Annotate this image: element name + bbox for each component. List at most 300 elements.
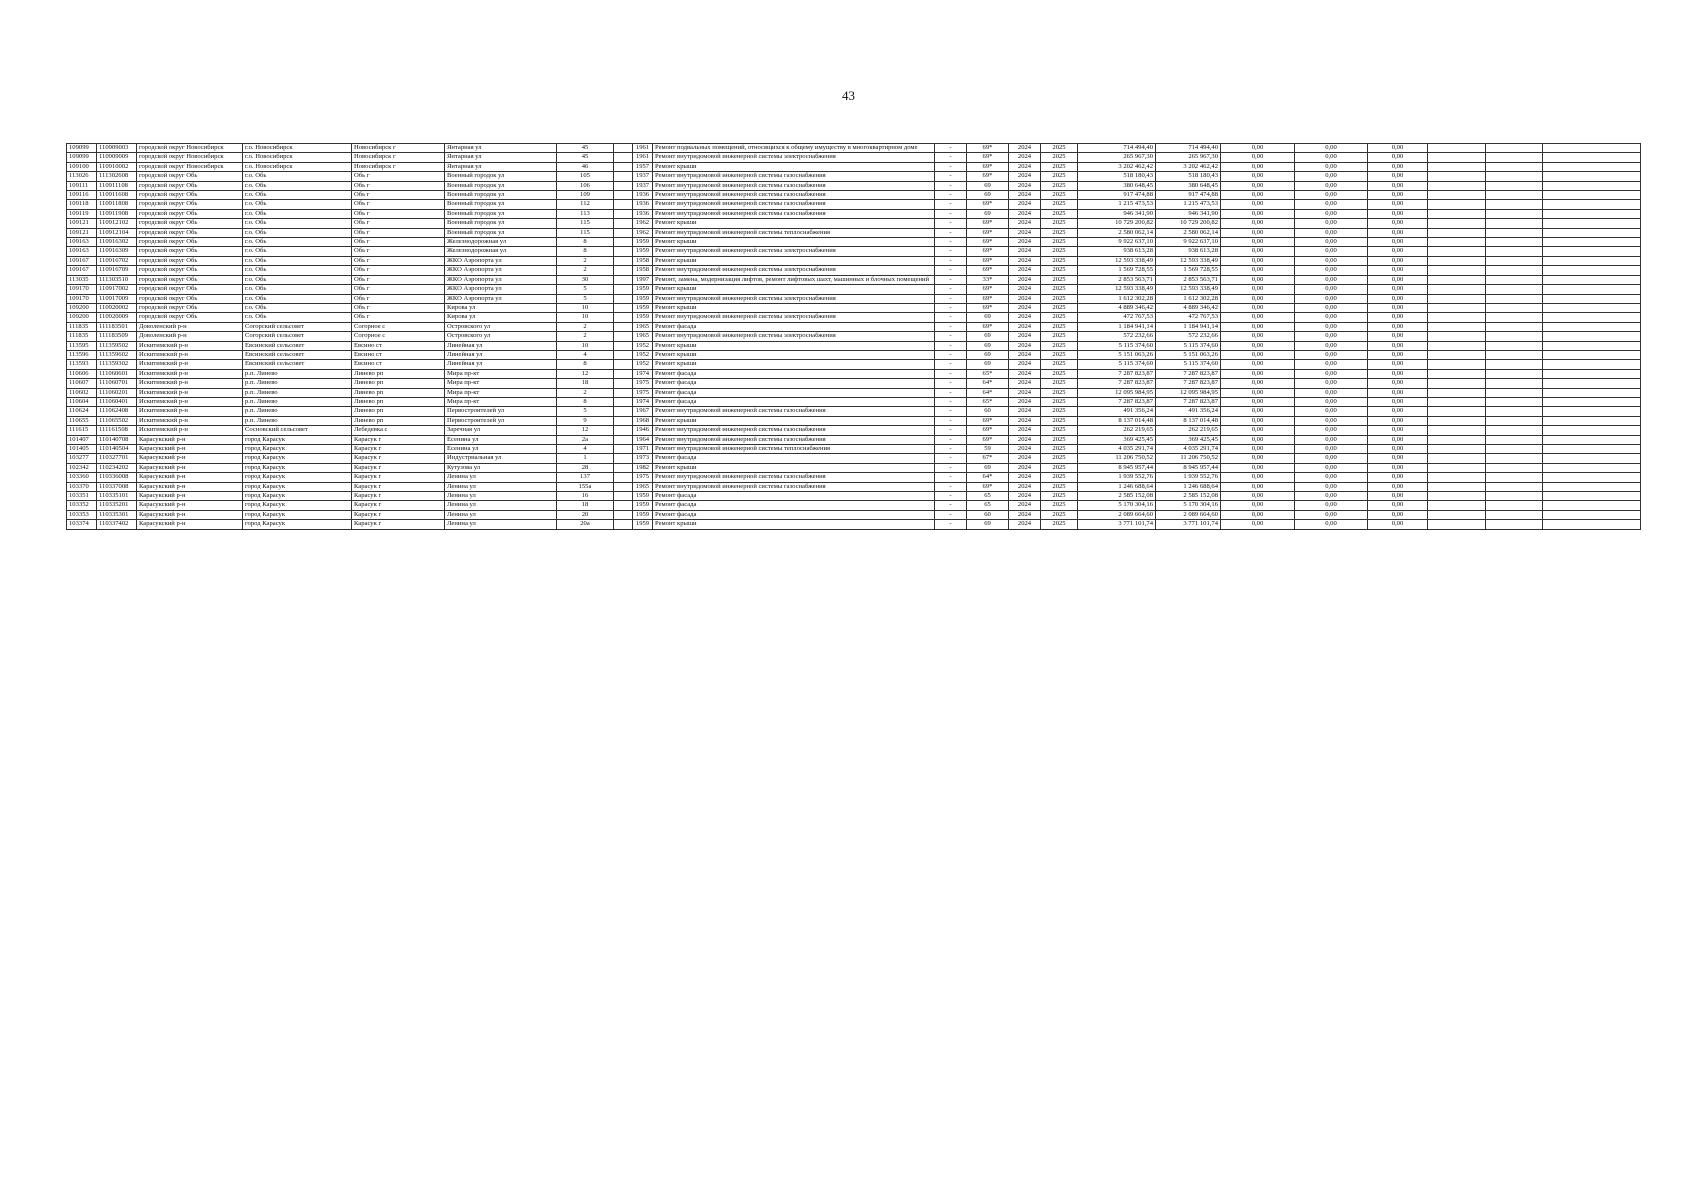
work-id-cell: 110140504: [97, 445, 137, 454]
plan-end-year-cell: 2025: [1041, 144, 1078, 153]
plan-end-year-cell: 2025: [1041, 501, 1078, 510]
settlement-cell: Согорский сельсовет: [243, 332, 352, 341]
house-number-cell: 5: [557, 285, 614, 294]
plan-start-year-cell: 2024: [1009, 332, 1041, 341]
extra-2-cell: [1486, 388, 1543, 397]
work-type-cell: Ремонт внутридомовой инженерной системы электроснабжения: [653, 313, 935, 322]
locality-cell: Обь г: [352, 209, 445, 218]
fund-cost-cell: 491 356,24: [1156, 407, 1221, 416]
extra-2-cell: [1486, 275, 1543, 284]
regional-cost-cell: 0,00: [1295, 501, 1368, 510]
wear-percent-cell: 69*: [967, 256, 1009, 265]
house-id-cell: 109111: [67, 181, 97, 190]
building-cell: [614, 238, 633, 247]
house-id-cell: 103277: [67, 454, 97, 463]
construction-year-cell: 1975: [633, 379, 653, 388]
building-cell: [614, 153, 633, 162]
building-cell: [614, 266, 633, 275]
federal-cost-cell: 0,00: [1221, 153, 1295, 162]
extra-1-cell: [1428, 209, 1486, 218]
local-cost-cell: 0,00: [1368, 153, 1428, 162]
work-id-cell: 111062408: [97, 407, 137, 416]
extra-2-cell: [1486, 435, 1543, 444]
total-cost-cell: 12 593 338,49: [1078, 256, 1156, 265]
work-type-cell: Ремонт фасада: [653, 388, 935, 397]
settlement-cell: г.о. Обь: [243, 191, 352, 200]
plan-end-year-cell: 2025: [1041, 454, 1078, 463]
work-type-cell: Ремонт внутридомовой инженерной системы теплоснабжения: [653, 445, 935, 454]
settlement-cell: Сосновский сельсовет: [243, 426, 352, 435]
municipality-cell: городской округ Обь: [137, 313, 243, 322]
extra-2-cell: [1486, 153, 1543, 162]
extra-1-cell: [1428, 388, 1486, 397]
plan-end-year-cell: 2025: [1041, 181, 1078, 190]
plan-end-year-cell: 2025: [1041, 435, 1078, 444]
total-cost-cell: 2 089 664,60: [1078, 510, 1156, 519]
local-cost-cell: 0,00: [1368, 407, 1428, 416]
street-cell: Индустриальная ул: [445, 454, 557, 463]
work-type-cell: Ремонт внутридомовой инженерной системы газоснабжения: [653, 209, 935, 218]
flag-cell: -: [935, 416, 967, 425]
wear-percent-cell: 60: [967, 510, 1009, 519]
fund-cost-cell: 3 202 462,42: [1156, 162, 1221, 171]
wear-percent-cell: 64*: [967, 473, 1009, 482]
extra-1-cell: [1428, 416, 1486, 425]
settlement-cell: город Карасук: [243, 501, 352, 510]
settlement-cell: р.п. Линево: [243, 388, 352, 397]
federal-cost-cell: 0,00: [1221, 445, 1295, 454]
construction-year-cell: 1959: [633, 285, 653, 294]
total-cost-cell: 5 170 304,16: [1078, 501, 1156, 510]
wear-percent-cell: 69*: [967, 266, 1009, 275]
settlement-cell: Согорский сельсовет: [243, 322, 352, 331]
house-number-cell: 16: [557, 492, 614, 501]
regional-cost-cell: 0,00: [1295, 416, 1368, 425]
locality-cell: Обь г: [352, 219, 445, 228]
extra-3-cell: [1543, 266, 1641, 275]
work-type-cell: Ремонт внутридомовой инженерной системы электроснабжения: [653, 294, 935, 303]
work-type-cell: Ремонт крыши: [653, 350, 935, 359]
flag-cell: -: [935, 350, 967, 359]
extra-3-cell: [1543, 162, 1641, 171]
street-cell: Мира пр-кт: [445, 379, 557, 388]
municipality-cell: Карасукский р-н: [137, 501, 243, 510]
house-id-cell: 110602: [67, 388, 97, 397]
house-number-cell: 2: [557, 332, 614, 341]
flag-cell: -: [935, 172, 967, 181]
extra-2-cell: [1486, 350, 1543, 359]
municipality-cell: городской округ Обь: [137, 172, 243, 181]
local-cost-cell: 0,00: [1368, 275, 1428, 284]
plan-end-year-cell: 2025: [1041, 219, 1078, 228]
municipality-cell: городской округ Обь: [137, 191, 243, 200]
extra-1-cell: [1428, 153, 1486, 162]
street-cell: ЖКО Аэропорта ул: [445, 266, 557, 275]
house-id-cell: 113596: [67, 350, 97, 359]
total-cost-cell: 12 095 984,95: [1078, 388, 1156, 397]
regional-cost-cell: 0,00: [1295, 266, 1368, 275]
wear-percent-cell: 59: [967, 445, 1009, 454]
extra-2-cell: [1486, 238, 1543, 247]
work-id-cell: 111303510: [97, 275, 137, 284]
settlement-cell: г.о. Новосибирск: [243, 144, 352, 153]
federal-cost-cell: 0,00: [1221, 256, 1295, 265]
municipality-cell: Искитимский р-н: [137, 397, 243, 406]
wear-percent-cell: 69: [967, 209, 1009, 218]
flag-cell: -: [935, 520, 967, 529]
federal-cost-cell: 0,00: [1221, 266, 1295, 275]
settlement-cell: р.п. Линево: [243, 369, 352, 378]
total-cost-cell: 7 287 823,87: [1078, 379, 1156, 388]
extra-3-cell: [1543, 369, 1641, 378]
construction-year-cell: 1946: [633, 426, 653, 435]
building-cell: [614, 256, 633, 265]
building-cell: [614, 360, 633, 369]
regional-cost-cell: 0,00: [1295, 172, 1368, 181]
wear-percent-cell: 64*: [967, 379, 1009, 388]
wear-percent-cell: 65: [967, 492, 1009, 501]
local-cost-cell: 0,00: [1368, 350, 1428, 359]
flag-cell: -: [935, 341, 967, 350]
total-cost-cell: 2 580 062,14: [1078, 228, 1156, 237]
construction-year-cell: 1959: [633, 303, 653, 312]
local-cost-cell: 0,00: [1368, 200, 1428, 209]
settlement-cell: город Карасук: [243, 520, 352, 529]
house-number-cell: 2: [557, 322, 614, 331]
regional-cost-cell: 0,00: [1295, 426, 1368, 435]
federal-cost-cell: 0,00: [1221, 144, 1295, 153]
work-type-cell: Ремонт крыши: [653, 238, 935, 247]
extra-1-cell: [1428, 435, 1486, 444]
house-number-cell: 18: [557, 379, 614, 388]
wear-percent-cell: 69*: [967, 228, 1009, 237]
plan-start-year-cell: 2024: [1009, 172, 1041, 181]
regional-cost-cell: 0,00: [1295, 360, 1368, 369]
federal-cost-cell: 0,00: [1221, 275, 1295, 284]
building-cell: [614, 501, 633, 510]
house-id-cell: 110624: [67, 407, 97, 416]
extra-1-cell: [1428, 144, 1486, 153]
local-cost-cell: 0,00: [1368, 209, 1428, 218]
total-cost-cell: 3 202 462,42: [1078, 162, 1156, 171]
fund-cost-cell: 1 246 688,64: [1156, 482, 1221, 491]
street-cell: Ленина ул: [445, 510, 557, 519]
extra-1-cell: [1428, 266, 1486, 275]
total-cost-cell: 1 184 941,14: [1078, 322, 1156, 331]
work-id-cell: 111183509: [97, 332, 137, 341]
house-number-cell: 137: [557, 473, 614, 482]
wear-percent-cell: 69*: [967, 153, 1009, 162]
locality-cell: Согорное с: [352, 322, 445, 331]
extra-2-cell: [1486, 266, 1543, 275]
fund-cost-cell: 11 206 750,52: [1156, 454, 1221, 463]
extra-3-cell: [1543, 473, 1641, 482]
house-number-cell: 106: [557, 181, 614, 190]
total-cost-cell: 491 356,24: [1078, 407, 1156, 416]
local-cost-cell: 0,00: [1368, 294, 1428, 303]
table-row: [67, 482, 1641, 491]
extra-1-cell: [1428, 501, 1486, 510]
street-cell: Военный городок ул: [445, 219, 557, 228]
extra-2-cell: [1486, 322, 1543, 331]
table-row: [67, 416, 1641, 425]
house-id-cell: 109121: [67, 228, 97, 237]
settlement-cell: город Карасук: [243, 473, 352, 482]
municipality-cell: городской округ Обь: [137, 247, 243, 256]
extra-1-cell: [1428, 162, 1486, 171]
work-id-cell: 110335101: [97, 492, 137, 501]
regional-cost-cell: 0,00: [1295, 388, 1368, 397]
construction-year-cell: 1937: [633, 181, 653, 190]
plan-start-year-cell: 2024: [1009, 153, 1041, 162]
federal-cost-cell: 0,00: [1221, 520, 1295, 529]
table-row: [67, 360, 1641, 369]
plan-start-year-cell: 2024: [1009, 341, 1041, 350]
wear-percent-cell: 65*: [967, 369, 1009, 378]
extra-1-cell: [1428, 285, 1486, 294]
regional-cost-cell: 0,00: [1295, 191, 1368, 200]
federal-cost-cell: 0,00: [1221, 322, 1295, 331]
municipality-cell: Карасукский р-н: [137, 510, 243, 519]
plan-start-year-cell: 2024: [1009, 426, 1041, 435]
work-id-cell: 111065502: [97, 416, 137, 425]
federal-cost-cell: 0,00: [1221, 482, 1295, 491]
fund-cost-cell: 12 593 338,49: [1156, 285, 1221, 294]
building-cell: [614, 397, 633, 406]
extra-2-cell: [1486, 426, 1543, 435]
fund-cost-cell: 8 945 957,44: [1156, 463, 1221, 472]
table-row: [67, 200, 1641, 209]
extra-1-cell: [1428, 172, 1486, 181]
regional-cost-cell: 0,00: [1295, 219, 1368, 228]
work-type-cell: Ремонт крыши: [653, 162, 935, 171]
work-type-cell: Ремонт внутридомовой инженерной системы газоснабжения: [653, 191, 935, 200]
plan-end-year-cell: 2025: [1041, 369, 1078, 378]
extra-2-cell: [1486, 256, 1543, 265]
regional-cost-cell: 0,00: [1295, 209, 1368, 218]
building-cell: [614, 341, 633, 350]
construction-year-cell: 1965: [633, 482, 653, 491]
work-id-cell: 111359602: [97, 350, 137, 359]
table-row: [67, 247, 1641, 256]
settlement-cell: Евсинский сельсовет: [243, 350, 352, 359]
house-number-cell: 18: [557, 501, 614, 510]
house-id-cell: 109167: [67, 256, 97, 265]
settlement-cell: г.о. Новосибирск: [243, 162, 352, 171]
building-cell: [614, 322, 633, 331]
municipality-cell: городской округ Новосибирск: [137, 162, 243, 171]
extra-3-cell: [1543, 407, 1641, 416]
extra-1-cell: [1428, 256, 1486, 265]
wear-percent-cell: 69*: [967, 238, 1009, 247]
house-number-cell: 46: [557, 162, 614, 171]
flag-cell: -: [935, 322, 967, 331]
extra-1-cell: [1428, 294, 1486, 303]
building-cell: [614, 172, 633, 181]
wear-percent-cell: 69: [967, 181, 1009, 190]
table-row: [67, 454, 1641, 463]
wear-percent-cell: 69*: [967, 285, 1009, 294]
street-cell: Линейная ул: [445, 341, 557, 350]
house-id-cell: 113593: [67, 360, 97, 369]
locality-cell: Евсино ст: [352, 350, 445, 359]
plan-start-year-cell: 2024: [1009, 473, 1041, 482]
local-cost-cell: 0,00: [1368, 313, 1428, 322]
regional-cost-cell: 0,00: [1295, 445, 1368, 454]
fund-cost-cell: 7 287 823,87: [1156, 397, 1221, 406]
building-cell: [614, 162, 633, 171]
extra-2-cell: [1486, 341, 1543, 350]
work-id-cell: 111060201: [97, 388, 137, 397]
work-id-cell: 110911908: [97, 209, 137, 218]
locality-cell: Обь г: [352, 247, 445, 256]
construction-year-cell: 1958: [633, 266, 653, 275]
fund-cost-cell: 4 035 291,74: [1156, 445, 1221, 454]
flag-cell: -: [935, 303, 967, 312]
building-cell: [614, 463, 633, 472]
street-cell: Железнодорожная ул: [445, 238, 557, 247]
flag-cell: -: [935, 228, 967, 237]
building-cell: [614, 219, 633, 228]
fund-cost-cell: 7 287 823,87: [1156, 369, 1221, 378]
extra-1-cell: [1428, 219, 1486, 228]
settlement-cell: р.п. Линево: [243, 397, 352, 406]
total-cost-cell: 11 206 750,52: [1078, 454, 1156, 463]
house-id-cell: 109100: [67, 162, 97, 171]
extra-1-cell: [1428, 181, 1486, 190]
house-id-cell: 110604: [67, 397, 97, 406]
work-id-cell: 110335201: [97, 501, 137, 510]
work-id-cell: 111359502: [97, 341, 137, 350]
wear-percent-cell: 69: [967, 191, 1009, 200]
house-number-cell: 12: [557, 426, 614, 435]
extra-3-cell: [1543, 313, 1641, 322]
plan-start-year-cell: 2024: [1009, 360, 1041, 369]
plan-end-year-cell: 2025: [1041, 379, 1078, 388]
municipality-cell: Карасукский р-н: [137, 454, 243, 463]
plan-end-year-cell: 2025: [1041, 247, 1078, 256]
total-cost-cell: 472 767,53: [1078, 313, 1156, 322]
construction-year-cell: 1936: [633, 191, 653, 200]
locality-cell: Карасук г: [352, 520, 445, 529]
locality-cell: Линево рп: [352, 369, 445, 378]
locality-cell: Карасук г: [352, 510, 445, 519]
street-cell: ЖКО Аэропорта ул: [445, 256, 557, 265]
flag-cell: -: [935, 473, 967, 482]
work-id-cell: 110916302: [97, 238, 137, 247]
extra-3-cell: [1543, 181, 1641, 190]
house-id-cell: 109116: [67, 191, 97, 200]
house-id-cell: 111615: [67, 426, 97, 435]
construction-year-cell: 1973: [633, 454, 653, 463]
wear-percent-cell: 69: [967, 313, 1009, 322]
extra-1-cell: [1428, 200, 1486, 209]
total-cost-cell: 265 967,30: [1078, 153, 1156, 162]
extra-1-cell: [1428, 275, 1486, 284]
municipality-cell: Искитимский р-н: [137, 360, 243, 369]
house-id-cell: 109170: [67, 294, 97, 303]
extra-3-cell: [1543, 510, 1641, 519]
regional-cost-cell: 0,00: [1295, 181, 1368, 190]
building-cell: [614, 369, 633, 378]
extra-2-cell: [1486, 369, 1543, 378]
extra-2-cell: [1486, 473, 1543, 482]
house-id-cell: 109170: [67, 285, 97, 294]
house-id-cell: 103352: [67, 501, 97, 510]
extra-1-cell: [1428, 332, 1486, 341]
house-id-cell: 109167: [67, 266, 97, 275]
federal-cost-cell: 0,00: [1221, 454, 1295, 463]
work-id-cell: 110911108: [97, 181, 137, 190]
wear-percent-cell: 69: [967, 520, 1009, 529]
house-number-cell: 105: [557, 172, 614, 181]
plan-start-year-cell: 2024: [1009, 219, 1041, 228]
construction-year-cell: 1962: [633, 219, 653, 228]
table-row: [67, 341, 1641, 350]
house-id-cell: 103374: [67, 520, 97, 529]
municipality-cell: городской округ Обь: [137, 285, 243, 294]
work-type-cell: Ремонт крыши: [653, 360, 935, 369]
table-row: [67, 501, 1641, 510]
plan-end-year-cell: 2025: [1041, 162, 1078, 171]
work-type-cell: Ремонт внутридомовой инженерной системы электроснабжения: [653, 266, 935, 275]
building-cell: [614, 492, 633, 501]
work-id-cell: 110909009: [97, 153, 137, 162]
house-id-cell: 110606: [67, 369, 97, 378]
wear-percent-cell: 69*: [967, 416, 1009, 425]
municipality-cell: городской округ Новосибирск: [137, 153, 243, 162]
total-cost-cell: 714 494,40: [1078, 144, 1156, 153]
federal-cost-cell: 0,00: [1221, 463, 1295, 472]
wear-percent-cell: 69: [967, 350, 1009, 359]
extra-1-cell: [1428, 463, 1486, 472]
work-id-cell: 110911608: [97, 191, 137, 200]
settlement-cell: город Карасук: [243, 463, 352, 472]
house-number-cell: 8: [557, 397, 614, 406]
municipality-cell: городской округ Обь: [137, 238, 243, 247]
construction-year-cell: 1936: [633, 209, 653, 218]
house-number-cell: 4: [557, 350, 614, 359]
building-cell: [614, 209, 633, 218]
street-cell: Кирова ул: [445, 313, 557, 322]
extra-3-cell: [1543, 247, 1641, 256]
house-number-cell: 10: [557, 313, 614, 322]
local-cost-cell: 0,00: [1368, 303, 1428, 312]
work-type-cell: Ремонт крыши: [653, 463, 935, 472]
work-id-cell: 111359302: [97, 360, 137, 369]
work-id-cell: 111060601: [97, 369, 137, 378]
plan-start-year-cell: 2024: [1009, 397, 1041, 406]
extra-3-cell: [1543, 435, 1641, 444]
building-cell: [614, 350, 633, 359]
locality-cell: Евсино ст: [352, 341, 445, 350]
extra-2-cell: [1486, 294, 1543, 303]
municipality-cell: Карасукский р-н: [137, 445, 243, 454]
work-type-cell: Ремонт крыши: [653, 520, 935, 529]
extra-3-cell: [1543, 332, 1641, 341]
house-number-cell: 109: [557, 191, 614, 200]
plan-end-year-cell: 2025: [1041, 388, 1078, 397]
flag-cell: -: [935, 445, 967, 454]
regional-cost-cell: 0,00: [1295, 144, 1368, 153]
settlement-cell: г.о. Обь: [243, 200, 352, 209]
house-id-cell: 101405: [67, 445, 97, 454]
wear-percent-cell: 69*: [967, 426, 1009, 435]
house-number-cell: 1: [557, 454, 614, 463]
municipality-cell: Карасукский р-н: [137, 482, 243, 491]
street-cell: Ленина ул: [445, 482, 557, 491]
street-cell: Островского ул: [445, 332, 557, 341]
